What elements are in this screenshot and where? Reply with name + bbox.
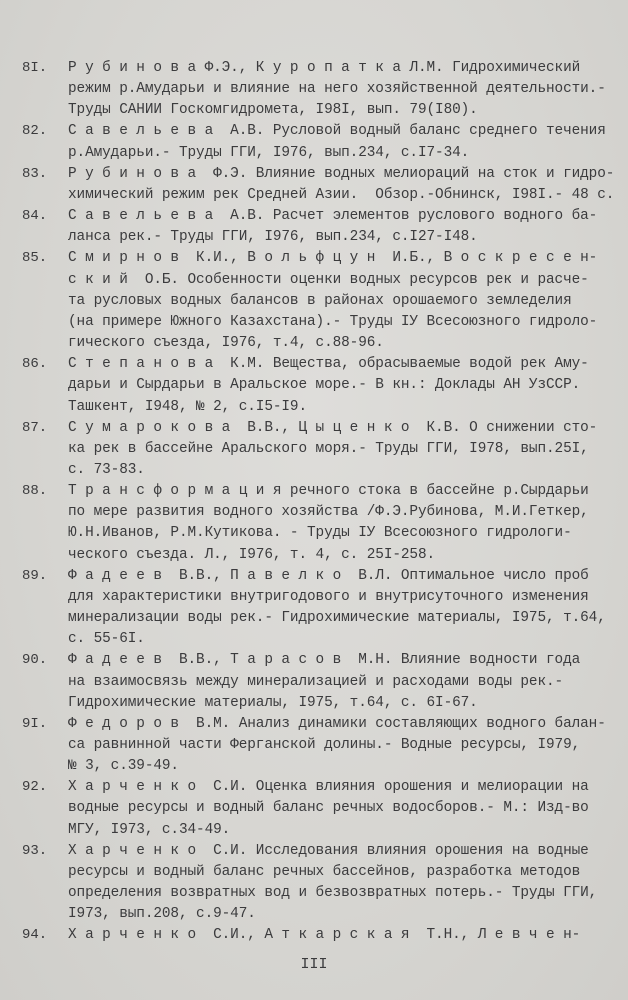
entry-number: 85. <box>22 250 48 267</box>
bibliography-page <box>0 58 628 947</box>
entry-number: 88. <box>22 483 48 500</box>
entry-text-line: С а в е л ь е в а А.В. Расчет элементов руслового водного ба- <box>68 208 598 225</box>
entry-text-line: Р у б и н о в а Ф.Э. Влияние водных мелиораций на сток и гидро- <box>68 165 615 182</box>
entry-number: 84. <box>22 208 48 225</box>
entry-text-line: Ф а д е е в В.В., П а в е л к о В.Л. Оптимальное число проб <box>68 567 589 584</box>
entry-text-line: с. 73-83. <box>68 461 145 478</box>
entry-text-line: режим р.Амударьи и влияние на него хозяйственной деятельности.- <box>68 81 606 98</box>
entry-text-line: С м и р н о в К.И., В о л ь ф ц у н И.Б., В о с к р е с е н- <box>68 250 598 267</box>
entry-number: 92. <box>22 779 48 796</box>
bibliography-entry <box>0 714 628 777</box>
bibliography-entry <box>0 58 628 121</box>
entry-text-line: (на примере Южного Казахстана).- Труды IУ Всесоюзного гидроло- <box>68 313 598 330</box>
entry-text-line: № 3, с.39-49. <box>68 758 179 775</box>
bibliography-entry <box>0 566 628 651</box>
bibliography-entry <box>0 248 628 354</box>
bibliography-entry <box>0 841 628 926</box>
entry-text-line: ческого съезда. Л., I976, т. 4, с. 25I-258. <box>68 546 436 563</box>
entry-number: 93. <box>22 842 48 859</box>
entry-text-line: минерализации воды рек.- Гидрохимические материалы, I975, т.64, <box>68 610 606 627</box>
entry-number: 82. <box>22 123 48 140</box>
entry-text-line: по мере развития водного хозяйства /Ф.Э.Рубинова, М.И.Геткер, <box>68 504 589 521</box>
entry-text-line: водные ресурсы и водный баланс речных водосборов.- М.: Изд-во <box>68 800 589 817</box>
entry-text-line: С у м а р о к о в а В.В., Ц ы ц е н к о К.В. О снижении сто- <box>68 419 598 436</box>
entry-text-line: Ташкент, I948, № 2, с.I5-I9. <box>68 398 308 415</box>
entry-text-line: I973, вып.208, с.9-47. <box>68 906 256 923</box>
entry-text-line: определения возвратных вод и безвозвратных потерь.- Труды ГГИ, <box>68 885 598 902</box>
entry-text-line: Х а р ч е н к о С.И. Оценка влияния орошения и мелиорации на <box>68 779 589 796</box>
bibliography-entry <box>0 418 628 481</box>
entry-number: 9I. <box>22 715 48 732</box>
bibliography-entry <box>0 164 628 206</box>
entry-text-line: С т е п а н о в а К.М. Вещества, обрасываемые водой рек Аму- <box>68 356 589 373</box>
entry-number: 83. <box>22 165 48 182</box>
bibliography-entry <box>0 650 628 713</box>
bibliography-entry <box>0 206 628 248</box>
bibliography-entry <box>0 354 628 417</box>
entry-text-line: са равнинной части Ферганской долины.- Водные ресурсы, I979, <box>68 737 581 753</box>
entry-number: 8I. <box>22 60 48 76</box>
entry-text-line: химический режим рек Средней Азии. Обзор.-Обнинск, I98I.- 48 с. <box>68 186 615 203</box>
entry-text-line: на взаимосвязь между минерализацией и расходами воды рек.- <box>68 673 564 690</box>
entry-text-line: с. 55-6I. <box>68 631 145 648</box>
bibliography-entry <box>0 777 628 840</box>
entry-text-line: Труды САНИИ Госкомгидромета, I98I, вып. 79(I80). <box>68 102 478 119</box>
entry-text-line: с к и й О.Б. Особенности оценки водных ресурсов рек и расче- <box>68 271 589 288</box>
entry-text-line: Ф а д е е в В.В., Т а р а с о в М.Н. Влияние водности года <box>68 652 581 669</box>
entry-text-line: р.Амударьи.- Труды ГГИ, I976, вып.234, с.I7-34. <box>68 144 470 161</box>
entry-number: 90. <box>22 652 48 669</box>
entry-text-line: ка рек в бассейне Аральского моря.- Труды ГГИ, I978, вып.25I, <box>68 440 589 457</box>
entry-text-line: ланса рек.- Труды ГГИ, I976, вып.234, с.I27-I48. <box>68 229 478 246</box>
bibliography-entry <box>0 121 628 163</box>
entry-text-line: С а в е л ь е в а А.В. Русловой водный баланс среднего течения <box>68 123 606 140</box>
entry-text-line: Х а р ч е н к о С.И., А т к а р с к а я Т.Н., Л е в ч е н- <box>68 927 581 944</box>
entry-text-line: Х а р ч е н к о С.И. Исследования влияния орошения на водные <box>68 842 589 859</box>
entry-text-line: для характеристики внутригодового и внутрисуточного изменения <box>68 588 589 605</box>
entry-number: 89. <box>22 567 48 584</box>
entry-text-line: Ю.Н.Иванов, Р.М.Кутикова. - Труды IУ Всесоюзного гидрологи- <box>68 525 572 542</box>
page-number: III <box>300 956 328 973</box>
entry-text-line: Т р а н с ф о р м а ц и я речного стока в бассейне р.Сырдарьи <box>68 483 589 500</box>
entry-text-line: гического съезда, I976, т.4, с.88-96. <box>68 335 384 352</box>
bibliography-entry <box>0 481 628 566</box>
entry-text-line: та русловых водных балансов в районах орошаемого земледелия <box>68 292 572 309</box>
entry-number: 86. <box>22 356 48 373</box>
bibliography-entry <box>0 925 628 946</box>
entry-text-line: МГУ, I973, с.34-49. <box>68 821 231 838</box>
entry-number: 94. <box>22 927 48 944</box>
entry-text-line: Ф е д о р о в В.М. Анализ динамики составляющих водного балан- <box>68 715 606 732</box>
entry-number: 87. <box>22 419 48 436</box>
entry-text-line: Р у б и н о в а Ф.Э., К у р о п а т к а Л.М. Гидрохимический <box>68 60 581 76</box>
entry-text-line: дарьи и Сырдарьи в Аральское море.- В кн.: Доклады АН УзССР. <box>68 377 581 394</box>
entry-text-line: ресурсы и водный баланс речных бассейнов, разработка методов <box>68 863 581 880</box>
entry-text-line: Гидрохимические материалы, I975, т.64, с. 6I-67. <box>68 694 478 711</box>
